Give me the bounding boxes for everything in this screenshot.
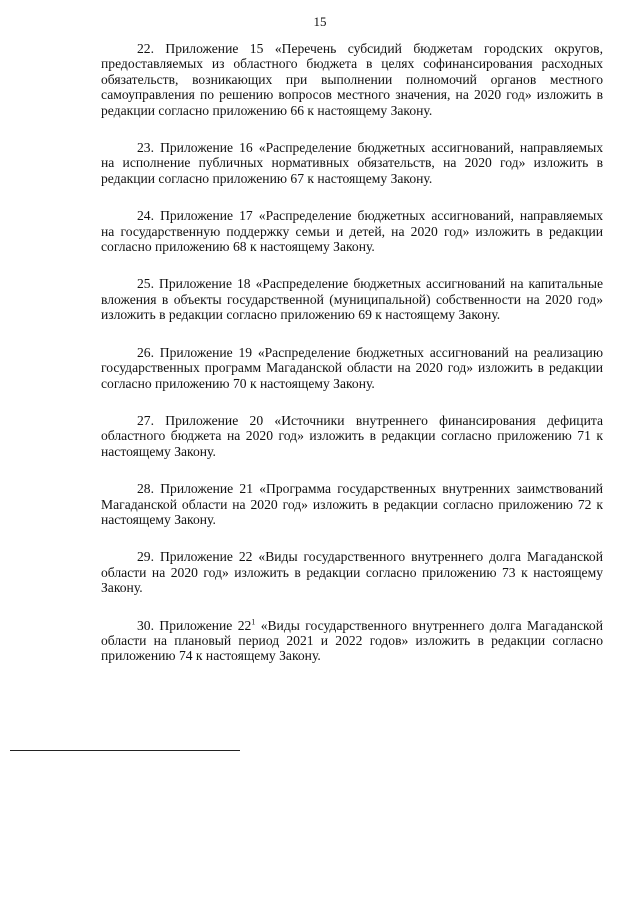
- document-body: [101, 41, 603, 686]
- paragraph-28: 28. Приложение 21 «Программа государственных внутренних заимствований Магаданской области на 2020 год» изложить в редакции согласно приложению 72 к настоящему Закону.: [101, 481, 603, 527]
- paragraph-26: 26. Приложение 19 «Распределение бюджетных ассигнований на реализацию государственных программ Магаданской области на 2020 год» изложить в редакции согласно приложению 70 к настоящему Закону.: [101, 344, 603, 391]
- paragraph-22: 22. Приложение 15 «Перечень субсидий бюджетам городских округов, предоставляемых из областного бюджета в целях софинансирования расходных обязательств, возникающих при выполнении полномочий органов местного самоуправления по решению вопросов местного значения, на 2020 год» изложить в редакции согласно приложению 66 к настоящему Закону.: [101, 41, 603, 118]
- superscript-index: 1: [251, 617, 256, 627]
- paragraph-29: 29. Приложение 22 «Виды государственного внутреннего долга Магаданской области на 2020 год» изложить в редакции согласно приложению 73 к настоящему Закону.: [101, 549, 603, 596]
- paragraph-25: 25. Приложение 18 «Распределение бюджетных ассигнований на капитальные вложения в объекты государственной (муниципальной) собственности на 2020 год» изложить в редакции согласно приложению 69 к настоящему Закону.: [101, 276, 603, 323]
- paragraph-30-rest: «Виды государственного внутреннего долга Магаданской области на плановый период 2021 и 2022 годов» изложить в редакции согласно приложению 74 к настоящему Закону.: [101, 617, 603, 664]
- paragraph-27: 27. Приложение 20 «Источники внутреннего финансирования дефицита областного бюджета на 2020 год» изложить в редакции согласно приложению 71 к настоящему Закону.: [101, 412, 603, 459]
- paragraph-30: [101, 618, 603, 664]
- paragraph-23: 23. Приложение 16 «Распределение бюджетных ассигнований, направляемых на исполнение публичных нормативных обязательств, на 2020 год» изложить в редакции согласно приложению 67 к настоящему Закону.: [101, 140, 603, 186]
- footnote-separator-line: [10, 750, 240, 751]
- paragraph-30-start: 30. Приложение 22: [137, 617, 252, 633]
- page-number: 15: [313, 14, 327, 29]
- paragraph-24: 24. Приложение 17 «Распределение бюджетных ассигнований, направляемых на государственную поддержку семьи и детей, на 2020 год» изложить в редакции согласно приложению 68 к настоящему Закону.: [101, 208, 603, 255]
